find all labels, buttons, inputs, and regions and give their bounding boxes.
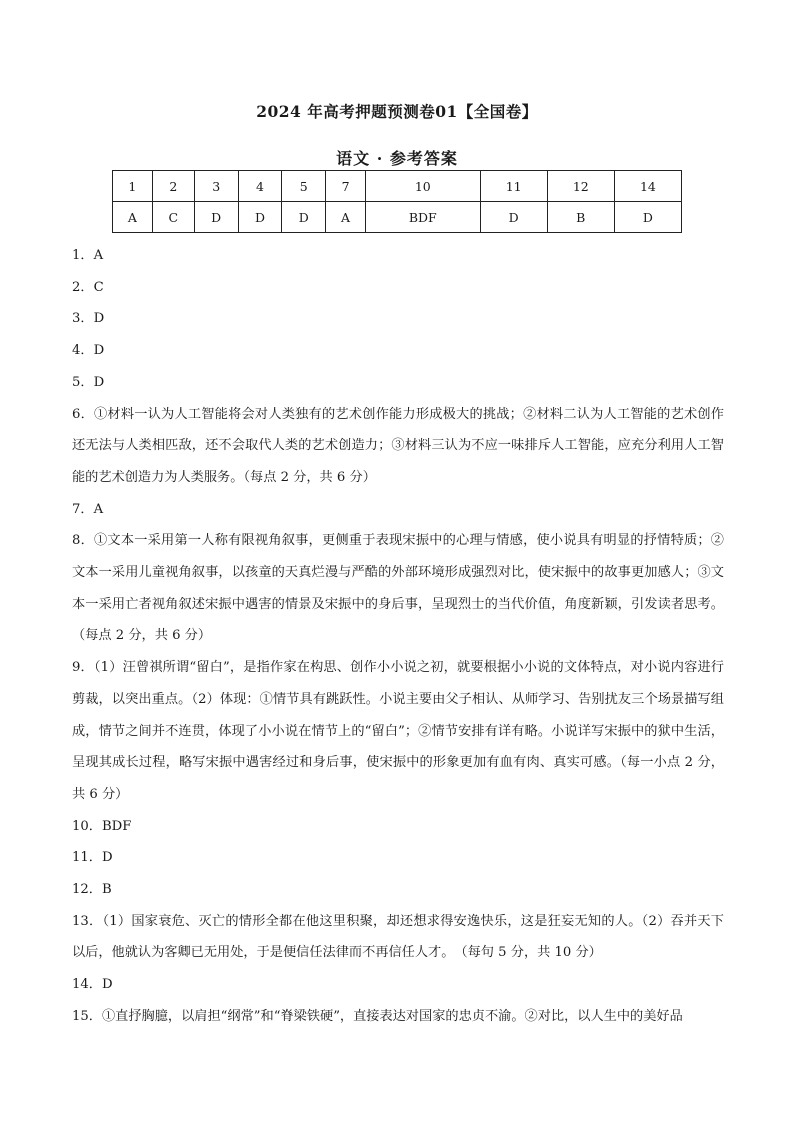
answer-item-10: 10．BDF [72, 818, 132, 834]
table-cell: B [547, 202, 614, 233]
answer-item-3: 3．D [72, 311, 105, 327]
table-cell: 5 [282, 171, 326, 202]
answer-table [112, 170, 682, 233]
table-cell: 11 [480, 171, 547, 202]
table-cell: 3 [194, 171, 238, 202]
table-cell: 2 [152, 171, 194, 202]
answer-item-7: 7．A [72, 501, 104, 517]
table-row-answers [113, 202, 682, 233]
answer-item-8: 8．①文本一采用第一人称有限视角叙事，更侧重于表现宋振中的心理与情感，使小说具有明显的抒情特质；②文本一采用儿童视角叙事，以孩童的天真烂漫与严酷的外部环境形成强烈对比，使宋振中的故事更加感人；③文本一采用亡者视角叙述宋振中遇害的情景及宋振中的身后事，呈现烈士的当代价值，角度新颖，引发读者思考。（每点 2 分，共 6 分） [72, 533, 724, 644]
table-cell: 14 [614, 171, 681, 202]
answer-item-13: 13．（1）国家衰危、灭亡的情形全都在他这里积聚，却还想求得安逸快乐，这是狂妄无知的人。（2）吞并天下以后，他就认为客卿已无用处，于是便信任法律而不再信任人才。 （每句 5 分，共 10 分） [72, 913, 724, 961]
answer-item-2: 2．C [72, 279, 104, 295]
table-cell: 1 [113, 171, 153, 202]
table-cell: C [152, 202, 194, 233]
page-subtitle: 语文 · 参考答案 [336, 149, 458, 168]
table-cell: 10 [365, 171, 480, 202]
table-cell: D [614, 202, 681, 233]
answer-item-9: 9．（1）汪曾祺所谓“留白”，是指作家在构思、创作小小说之初，就要根据小小说的文体特点，对小说内容进行剪裁，以突出重点。（2）体现：①情节具有跳跃性。小说主要由父子相认、从师学习、告别扰友三个场景描写组成，情节之间并不连贯，体现了小小说在情节上的“留白”；②情节安排有详有略。小说详写宋振中的狱中生活，呈现其成长过程，略写宋振中遇害经过和身后事，使宋振中的形象更加有血有肉、真实可感。（每一小点 2 分，共 6 分） [72, 660, 724, 802]
answer-item-4: 4．D [72, 343, 105, 359]
table-cell: D [282, 202, 326, 233]
answer-item-14: 14．D [72, 977, 113, 993]
answer-item-6: 6．①材料一认为人工智能将会对人类独有的艺术创作能力形成极大的挑战；②材料二认为人工智能的艺术创作还无法与人类相匹敌，还不会取代人类的艺术创造力；③材料三认为不应一味排斥人工智能，应充分利用人工智能的艺术创造力为人类服务。（每点 2 分，共 6 分） [72, 406, 724, 485]
table-cell: D [480, 202, 547, 233]
answer-item-11: 11．D [72, 850, 113, 866]
table-cell: 12 [547, 171, 614, 202]
answer-item-15: 15．①直抒胸臆，以肩担“纲常”和“脊梁铁硬”，直接表达对国家的忠贞不渝。②对比，以人生中的美好品 [72, 1008, 683, 1024]
table-cell: D [194, 202, 238, 233]
table-cell: A [326, 202, 366, 233]
answer-item-5: 5．D [72, 374, 105, 390]
table-cell: BDF [365, 202, 480, 233]
table-cell: D [238, 202, 282, 233]
table-cell: 7 [326, 171, 366, 202]
table-row-question-numbers [113, 171, 682, 202]
answer-item-1: 1．A [72, 248, 104, 263]
table-cell: A [113, 202, 153, 233]
answer-item-12: 12．B [72, 882, 112, 898]
answer-explanations [72, 240, 724, 1033]
table-cell: 4 [238, 171, 282, 202]
page-title: 2024 年高考押题预测卷01【全国卷】 [256, 102, 538, 121]
